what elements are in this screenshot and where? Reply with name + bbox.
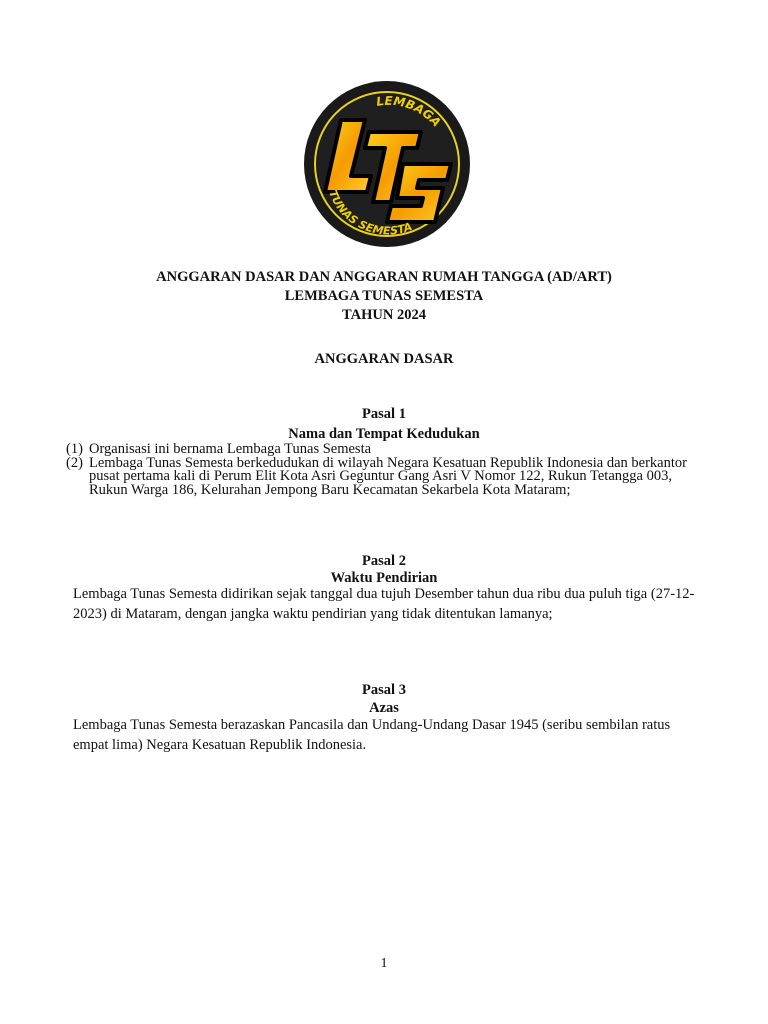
logo-top-text: LEMBAGA (375, 93, 444, 130)
document-title-line-2: LEMBAGA TUNAS SEMESTA (284, 288, 484, 304)
pasal-3-text: Lembaga Tunas Semesta berazaskan Pancasila dan Undang-Undang Dasar 1945 (seribu sembilan ratus empat lima) Negara Kesatuan Republik Indonesia. (73, 717, 671, 753)
list-item-text: Organisasi ini bernama Lembaga Tunas Semesta (89, 441, 372, 457)
pasal-1-heading: Nama dan Tempat Kedudukan (288, 426, 480, 442)
pasal-2-heading: Waktu Pendirian (330, 570, 438, 586)
list-item-text: Lembaga Tunas Semesta berkedudukan di wilayah Negara Kesatuan Republik Indonesia dan berkantor pusat pertama kali di Perum Elit Kota Asri Geguntur Gang Asri V Nomor 122, Rukun Tetangga 003, Rukun Warga 186, Kelurahan Jempong Baru Kecamatan Sekarbela Kota Mataram; (89, 454, 687, 498)
pasal-3-heading: Azas (369, 700, 399, 716)
list-item-number: (2) (66, 454, 83, 471)
pasal-1-list (66, 443, 706, 497)
section-title: ANGGARAN DASAR (314, 351, 454, 367)
list-item-number: (1) (66, 441, 83, 457)
logo-bottom-text: TUNAS SEMESTA (326, 188, 414, 238)
document-title-line-1: ANGGARAN DASAR DAN ANGGARAN RUMAH TANGGA (AD/ART) (156, 269, 612, 285)
document-title-line-3: TAHUN 2024 (342, 307, 426, 323)
pasal-2-text: Lembaga Tunas Semesta didirikan sejak tanggal dua tujuh Desember tahun dua ribu dua puluh tiga (27-12-2023) di Mataram, dengan jangka waktu pendirian yang tidak ditentukan lamanya; (73, 586, 695, 622)
list-item (66, 454, 706, 498)
pasal-1-label: Pasal 1 (362, 406, 406, 422)
page-number: 1 (380, 956, 388, 971)
pasal-3-label: Pasal 3 (362, 682, 406, 698)
pasal-2-label: Pasal 2 (362, 553, 406, 569)
lts-logo (303, 80, 471, 248)
